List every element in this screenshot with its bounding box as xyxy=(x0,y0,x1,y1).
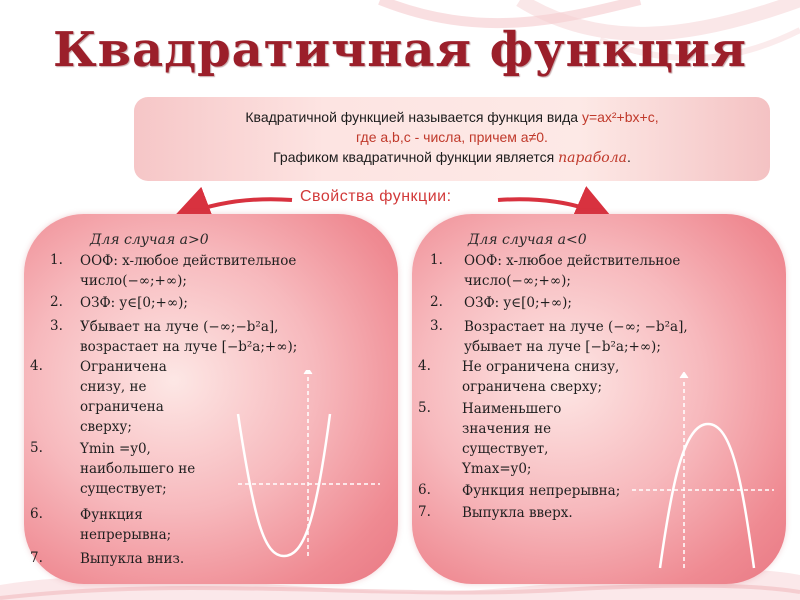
item-text: ОЗФ: y∈[0;+∞); xyxy=(80,295,188,311)
item-number: 2. xyxy=(50,294,63,310)
item-number: 1. xyxy=(430,252,443,268)
item-text: непрерывна; xyxy=(80,527,172,543)
item-number: 6. xyxy=(30,506,43,522)
item-number: 5. xyxy=(30,440,43,456)
item-text: возрастает на луче [−b²a;+∞); xyxy=(80,339,298,355)
item-text: значения не xyxy=(462,421,552,437)
item-text: Убывает на луче (−∞;−b²a], xyxy=(80,319,279,335)
item-number: 5. xyxy=(418,400,431,416)
item-text: ООФ: x-любое действительное xyxy=(80,253,297,269)
item-number: 7. xyxy=(418,504,431,520)
right-case-heading: Для случая a<0 xyxy=(468,232,587,248)
definition-line-2: где a,b,c - числа, причем a≠0. xyxy=(356,129,548,145)
item-number: 3. xyxy=(50,318,63,334)
right-case-panel xyxy=(412,214,786,584)
upward-parabola-graph xyxy=(230,370,390,560)
page-title: Квадратичная функция xyxy=(53,22,747,78)
y-axis-arrow xyxy=(304,370,312,374)
item-number: 6. xyxy=(418,482,431,498)
item-number: 3. xyxy=(430,318,443,334)
item-text: существует; xyxy=(80,481,167,497)
item-text: Ограничена xyxy=(80,359,167,375)
left-case-heading: Для случая a>0 xyxy=(90,232,209,248)
definition-period: . xyxy=(626,149,631,165)
item-number: 4. xyxy=(30,358,43,374)
downward-parabola-graph xyxy=(624,372,784,572)
item-text: Функция непрерывна; xyxy=(462,483,621,499)
item-text: число(−∞;+∞); xyxy=(464,273,571,289)
definition-line-3 xyxy=(134,147,770,168)
item-text: Ymax=y0; xyxy=(462,461,532,477)
item-text: сверху; xyxy=(80,419,132,435)
y-axis-arrow xyxy=(680,372,688,378)
item-text: существует, xyxy=(462,441,549,457)
item-text: ограничена xyxy=(80,399,164,415)
item-text: снизу, не xyxy=(80,379,147,395)
item-number: 1. xyxy=(50,252,63,268)
left-case-panel xyxy=(24,214,398,584)
definition-text: Квадратичной функцией называется функция вида xyxy=(245,109,582,125)
item-text: Не ограничена снизу, xyxy=(462,359,620,375)
item-text: убывает на луче [−b²a;+∞); xyxy=(464,339,661,355)
item-number: 7. xyxy=(30,550,43,566)
definition-formula: y=ax²+bx+c, xyxy=(581,109,659,125)
item-text: Функция xyxy=(80,507,143,523)
item-text: Выпукла вниз. xyxy=(80,551,185,567)
item-text: наибольшего не xyxy=(80,461,196,477)
parabola-curve xyxy=(660,424,754,568)
item-text: ОЗФ: y∈[0;+∞); xyxy=(464,295,572,311)
item-text: Ymin =y0, xyxy=(80,441,151,457)
graph-text: Графиком квадратичной функции является xyxy=(273,149,559,165)
item-text: число(−∞;+∞); xyxy=(80,273,187,289)
item-text: ООФ: x-любое действительное xyxy=(464,253,681,269)
definition-line-1 xyxy=(134,107,770,127)
definition-box xyxy=(134,97,770,181)
item-text: Наименьшего xyxy=(462,401,562,417)
item-number: 2. xyxy=(430,294,443,310)
parabola-term: парабола xyxy=(558,150,627,166)
item-number: 4. xyxy=(418,358,431,374)
parabola-curve xyxy=(238,414,330,556)
item-text: Выпукла вверх. xyxy=(462,505,573,521)
properties-label: Свойства функции: xyxy=(300,188,452,205)
item-text: Возрастает на луче (−∞; −b²a], xyxy=(464,319,688,335)
item-text: ограничена сверху; xyxy=(462,379,603,395)
